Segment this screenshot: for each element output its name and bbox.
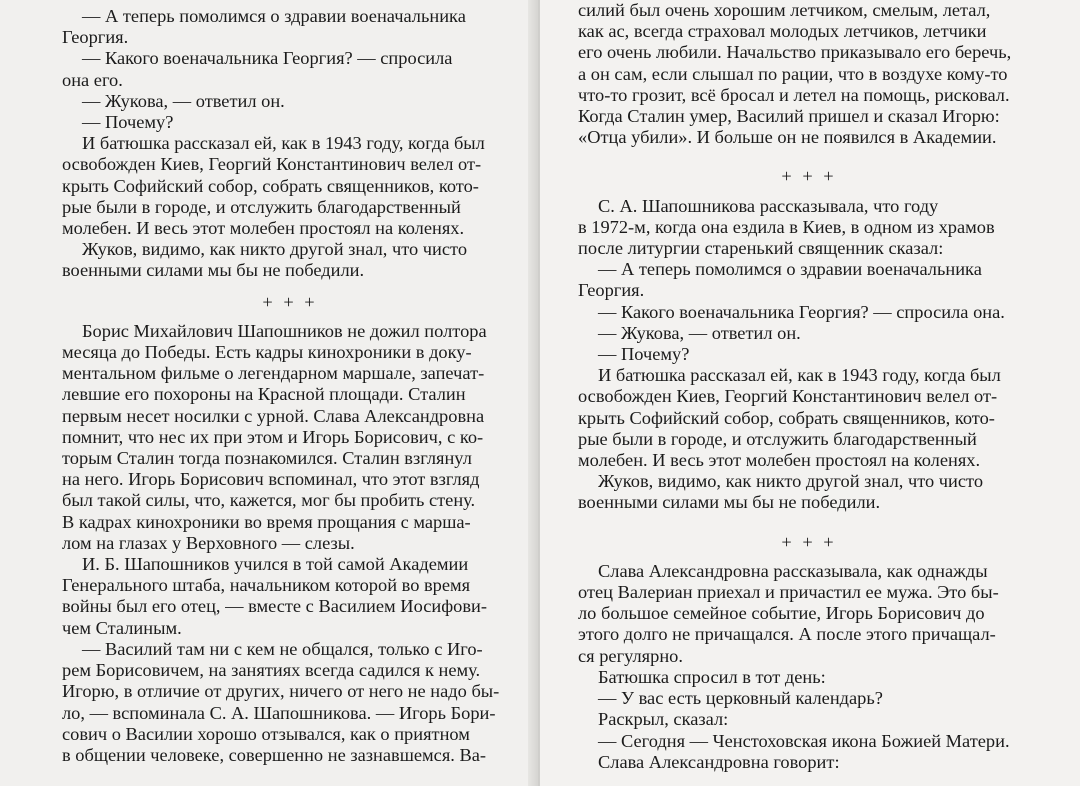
text-line: этого долго не причащался. А после этого причащал- [578, 624, 996, 645]
text-line: освобожден Киев, Георгий Константинович велел от- [62, 154, 482, 175]
text-line: левшие его похороны на Красной площади. Сталин [62, 384, 466, 405]
text-line: И батюшка рассказал ей, как в 1943 году, когда был [598, 365, 1001, 386]
text-line: торым Сталин тогда познакомился. Сталин взглянул [62, 448, 472, 469]
text-line: рые были в городе, и отслужить благодарственный [62, 196, 461, 217]
text-line: ся регулярно. [578, 645, 683, 666]
right-page-text [578, 0, 1040, 773]
text-line: — Почему? [82, 112, 174, 133]
text-line: силий был очень хорошим летчиком, смелым, летал, [578, 0, 991, 20]
text-line: Раскрыл, сказал: [598, 709, 729, 730]
text-line: был такой силы, что, кажется, мог бы пробить стену. [62, 490, 476, 511]
text-line: Георгия. [62, 27, 129, 48]
text-line: — Жукова, — ответил он. [598, 322, 801, 343]
text-line: войны был его отец, — вместе с Василием Иосифови- [62, 596, 487, 617]
text-line: Жуков, видимо, как никто другой знал, что чисто [82, 239, 468, 260]
left-page [0, 0, 538, 786]
right-page [540, 0, 1080, 786]
text-line: сович о Василии хорошо отзывался, как о приятном [62, 723, 470, 744]
text-line: — А теперь помолимся о здравии военачальника [598, 259, 982, 280]
text-line: — Почему? [598, 344, 690, 365]
text-line: В кадрах кинохроники во время прощания с марша- [62, 511, 471, 532]
text-line: месяца до Победы. Есть кадры кинохроники в доку- [62, 342, 472, 363]
text-line: Слава Александровна говорит: [598, 751, 840, 772]
text-line: молебен. И весь этот молебен простоял на коленях. [578, 450, 981, 471]
text-line: молебен. И весь этот молебен простоял на коленях. [62, 218, 465, 239]
section-separator: + + + [781, 166, 837, 187]
text-line: Жуков, видимо, как никто другой знал, что чисто [598, 471, 984, 492]
text-line: а он сам, если слышал по рации, что в воздухе кому-то [578, 63, 1008, 84]
text-line: ментальном фильме о легендарном маршале, запечат- [62, 363, 485, 384]
text-line: Когда Сталин умер, Василий пришел и сказал Игорю: [578, 106, 1000, 127]
text-line: помнит, что нес их при этом и Игорь Борисович, с ко- [62, 426, 484, 447]
text-line: рем Борисовичем, на занятиях всегда садился к нему. [62, 660, 481, 681]
text-line: крыть Софийский собор, собрать священников, кото- [62, 175, 479, 196]
text-line: военными силами мы бы не победили. [578, 492, 881, 513]
section-separator: + + + [781, 531, 837, 552]
text-line: — Жукова, — ответил он. [82, 90, 285, 111]
text-line: освобожден Киев, Георгий Константинович велел от- [578, 386, 998, 407]
text-line: рые были в городе, и отслужить благодарственный [578, 428, 977, 449]
text-line: И. Б. Шапошников учился в той самой Академии [82, 554, 469, 575]
text-line: Георгия. [578, 280, 645, 301]
text-line: его очень любили. Начальство приказывало его беречь, [578, 42, 1012, 63]
text-line: — У вас есть церковный календарь? [598, 688, 883, 709]
text-line: — Какого военачальника Георгия? — спросила [82, 48, 453, 69]
section-separator: + + + [262, 291, 318, 312]
text-line: чем Сталиным. [62, 617, 182, 638]
text-line: в общении человеке, совершенно не зазнавшемся. Ва- [62, 744, 487, 765]
text-line: что-то грозит, всё бросал и летел на помощь, рисковал. [578, 84, 1010, 105]
left-page-text [62, 6, 518, 766]
text-line: Игорю, в отличие от других, ничего от него не надо бы- [62, 681, 500, 702]
text-line: в 1972-м, когда она ездила в Киев, в одном из храмов [578, 216, 995, 237]
text-line: лом на глазах у Верховного — слезы. [62, 532, 355, 553]
text-line: И батюшка рассказал ей, как в 1943 году, когда был [82, 133, 485, 154]
text-line: — Василий там ни с кем не общался, только с Иго- [82, 638, 483, 659]
text-line: отец Валериан приехал и причастил ее мужа. Это бы- [578, 582, 999, 603]
text-line: — Какого военачальника Георгия? — спросила она. [598, 301, 1005, 322]
text-line: Генерального штаба, начальником которой во время [62, 575, 471, 596]
text-line: она его. [62, 69, 123, 90]
text-line: после литургии старенький священник сказал: [578, 238, 944, 259]
text-line: ло, — вспоминала С. А. Шапошникова. — Игорь Бори- [62, 702, 496, 723]
text-line: Слава Александровна рассказывала, как однажды [598, 560, 988, 581]
text-line: Батюшка спросил в тот день: [598, 666, 826, 687]
text-line: — Сегодня — Ченстоховская икона Божией Матери. [598, 730, 1010, 751]
text-line: на него. Игорь Борисович вспоминал, что этот взгляд [62, 469, 480, 490]
text-line: первым несет носилки с урной. Слава Александровна [62, 405, 485, 426]
text-line: крыть Софийский собор, собрать священников, кото- [578, 407, 995, 428]
text-line: «Отца убили». И больше он не появился в Академии. [578, 127, 997, 148]
text-line: Борис Михайлович Шапошников не дожил полтора [82, 320, 487, 341]
text-line: военными силами мы бы не победили. [62, 260, 365, 281]
text-line: С. А. Шапошникова рассказывала, что году [598, 195, 939, 216]
text-line: ло большое семейное событие, Игорь Борисович до [578, 603, 985, 624]
text-line: как ас, всегда страховал молодых летчиков, летчики [578, 21, 987, 42]
text-line: — А теперь помолимся о здравии военачальника [82, 6, 466, 26]
